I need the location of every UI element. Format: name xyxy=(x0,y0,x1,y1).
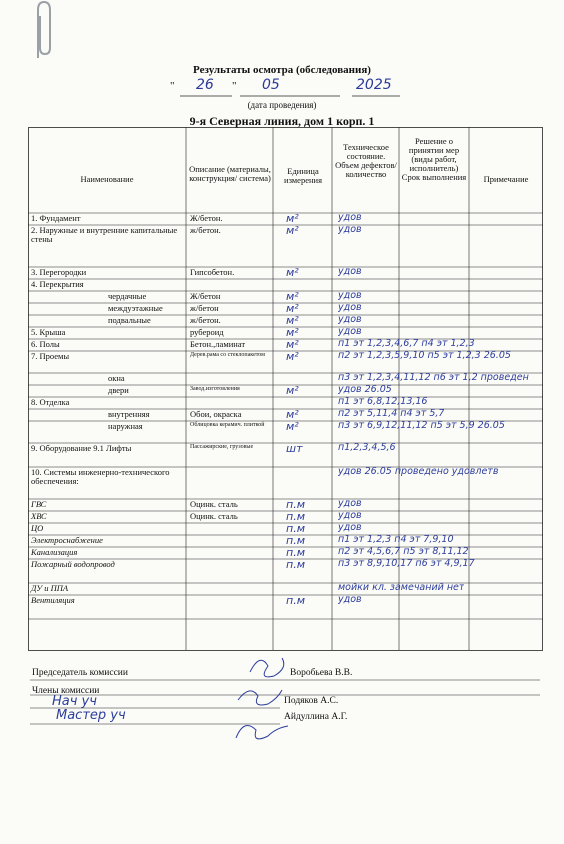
row-unit: м² xyxy=(286,408,299,421)
row-name: двери xyxy=(108,385,129,395)
row-unit: шт xyxy=(286,442,303,455)
row-tech-state: удов xyxy=(338,314,362,325)
row-description: Пассажирские, грузовые xyxy=(190,444,254,450)
row-description: Ж/бетон xyxy=(190,291,221,301)
row-description: Завод.изготовления xyxy=(190,386,240,392)
header-note: Примечание xyxy=(483,174,529,184)
row-name: 9. Оборудование 9.1 Лифты xyxy=(31,443,132,453)
members-label: Члены комиссии xyxy=(32,686,100,696)
row-name: 6. Полы xyxy=(31,339,60,349)
row-description: ж/бетон. xyxy=(190,225,221,235)
row-tech-state: удов xyxy=(338,510,362,521)
chair-label: Председатель комиссии xyxy=(32,668,128,678)
signature-chair xyxy=(250,658,284,677)
header-description: Описание (материалы, конструкция/ система) xyxy=(189,164,271,183)
row-name: 8. Отделка xyxy=(31,397,70,407)
header-tech: Техническое состояние. Объем дефектов/ количество xyxy=(335,142,397,179)
date-month: 05 xyxy=(262,77,280,93)
row-unit: м² xyxy=(286,314,299,327)
signature-member2 xyxy=(236,726,288,739)
signature-member1 xyxy=(238,690,282,705)
row-name: 2. Наружные и внутренние капитальные стены xyxy=(31,225,178,244)
row-name: внутренняя xyxy=(108,409,150,419)
row-tech-state: удов xyxy=(338,326,362,337)
page-title: Результаты осмотра (обследования) xyxy=(193,64,371,76)
row-description: Дерев.рама со стеклопакетом xyxy=(190,352,265,358)
row-unit: м² xyxy=(286,290,299,303)
row-unit: п.м xyxy=(286,558,305,571)
row-unit: м² xyxy=(286,338,299,351)
row-description: Ж/бетон. xyxy=(190,213,223,223)
row-tech-state: п1,2,3,4,5,6 xyxy=(338,442,396,453)
row-tech-state: удов xyxy=(338,224,362,235)
row-unit: п.м xyxy=(286,594,305,607)
row-unit: м² xyxy=(286,302,299,315)
row-name: 10. Системы инженерно-технического обеспечения: xyxy=(31,467,170,486)
row-description: Оцинк. сталь xyxy=(190,511,238,521)
row-tech-state: п1 эт 1,2,3,4,6,7 п4 эт 1,2,3 xyxy=(338,338,475,349)
row-tech-state: п3 эт 8,9,10,17 п6 эт 4,9,17 xyxy=(338,558,475,569)
header-name: Наименование xyxy=(80,174,134,184)
header-unit: Единица измерения xyxy=(284,166,322,185)
date-day: 26 xyxy=(196,77,214,93)
member1-name: Подяков А.С. xyxy=(284,696,339,706)
row-unit: м² xyxy=(286,384,299,397)
row-tech-state: удов xyxy=(338,290,362,301)
row-name: ГВС xyxy=(31,499,47,509)
row-description: Гипсобетон. xyxy=(190,267,235,277)
row-tech-state: удов xyxy=(338,522,362,533)
row-unit: м² xyxy=(286,326,299,339)
row-description: Бетон.,ламинат xyxy=(190,339,246,349)
row-name: наружная xyxy=(108,421,143,431)
row-unit: м² xyxy=(286,224,299,237)
row-unit: п.м xyxy=(286,510,305,523)
row-name: ЦО xyxy=(31,523,44,533)
date-year: 2025 xyxy=(356,77,392,93)
row-unit: м² xyxy=(286,420,299,433)
row-name: Канализация xyxy=(31,547,78,557)
row-name: 5. Крыша xyxy=(31,327,66,337)
row-tech-state: п2 эт 4,5,6,7 п5 эт 8,11,12 xyxy=(338,546,469,557)
chair-name: Воробьева В.В. xyxy=(290,668,353,678)
row-tech-state: п1 эт 1,2,3 п4 эт 7,9,10 xyxy=(338,534,454,545)
row-unit: п.м xyxy=(286,546,305,559)
row-name: Вентиляция xyxy=(31,595,75,605)
row-description: ж/бетон xyxy=(190,303,219,313)
address: 9-я Северная линия, дом 1 корп. 1 xyxy=(189,114,375,128)
row-name: чердачные xyxy=(108,291,147,301)
row-name: ХВС xyxy=(31,511,47,521)
row-description: Обои, окраска xyxy=(190,409,242,419)
row-description: Облицовка керамич. плиткой xyxy=(190,422,265,428)
row-name: междуэтажные xyxy=(108,303,163,313)
row-tech-state: удов xyxy=(338,594,362,605)
row-tech-state: удов xyxy=(338,302,362,313)
row-name: подвальные xyxy=(108,315,151,325)
row-tech-state: удов xyxy=(338,498,362,509)
row-unit: м² xyxy=(286,212,299,225)
row-description: ж/бетон. xyxy=(190,315,221,325)
row-name: окна xyxy=(108,373,125,383)
row-description: рубероид xyxy=(190,327,224,337)
row-unit: м² xyxy=(286,350,299,363)
row-name: 3. Перегородки xyxy=(31,267,87,277)
row-name: 1. Фундамент xyxy=(31,213,81,223)
row-tech-state: удов xyxy=(338,266,362,277)
inspection-date: " 26 " 05 2025 xyxy=(170,77,392,93)
row-tech-state: мойки кл. замечаний нет xyxy=(338,582,465,593)
row-tech-state: удов 26.05 проведено удовлетв xyxy=(338,466,499,477)
row-tech-state: удов xyxy=(338,212,362,223)
row-unit: п.м xyxy=(286,498,305,511)
member2-role: Мастер уч xyxy=(56,708,126,723)
row-tech-state: п3 эт 6,9,12,11,12 п5 эт 5,9 26.05 xyxy=(338,420,505,431)
row-name: ДУ и ППА xyxy=(31,583,69,593)
row-tech-state: п2 эт 5,11,4 п4 эт 5,7 xyxy=(338,408,445,419)
row-name: Электроснабжение xyxy=(31,535,103,545)
date-caption: (дата проведения) xyxy=(247,100,317,110)
row-unit: м² xyxy=(286,266,299,279)
row-name: Пожарный водопровод xyxy=(31,559,115,569)
member1-role: Нач уч xyxy=(52,694,97,709)
row-tech-state: п3 эт 1,2,3,4,11,12 п6 эт 1,2 проведен xyxy=(338,372,529,383)
row-unit: п.м xyxy=(286,522,305,535)
row-tech-state: п1 эт 6,8,12,13,16 xyxy=(338,396,428,407)
row-name: 4. Перекрытия xyxy=(31,279,84,289)
row-unit: п.м xyxy=(286,534,305,547)
row-tech-state: удов 26.05 xyxy=(338,384,392,395)
row-description: Оцинк. сталь xyxy=(190,499,238,509)
row-name: 7. Проемы xyxy=(31,351,70,361)
member2-name: Айдуллина А.Г. xyxy=(284,712,348,722)
header-decision: Решение о принятии мер (виды работ, исполнитель) Срок выполнения xyxy=(401,136,467,182)
row-tech-state: п2 эт 1,2,3,5,9,10 п5 эт 1,2,3 26.05 xyxy=(338,350,511,361)
